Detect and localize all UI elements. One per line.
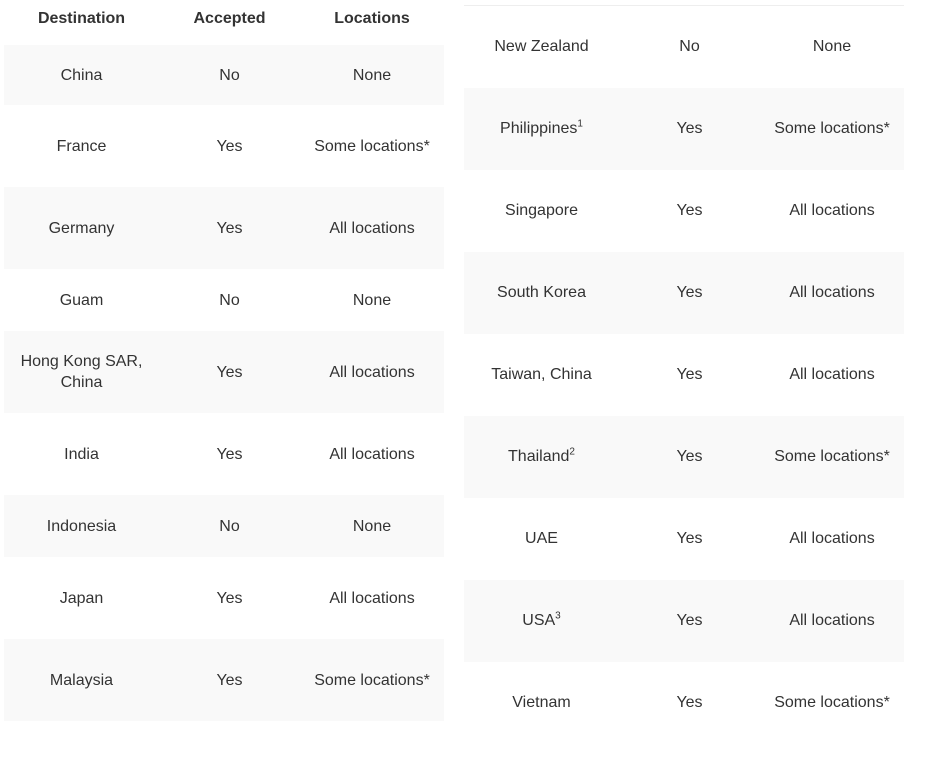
accepted-cell: No	[159, 495, 300, 557]
footnote-marker: 3	[555, 610, 561, 622]
destination-name: UAE	[525, 530, 558, 547]
destination-cell	[464, 662, 619, 744]
locations-cell: All locations	[300, 331, 444, 413]
table-row	[4, 639, 444, 721]
destination-name: Japan	[59, 589, 104, 607]
table-row	[464, 88, 904, 170]
accepted-cell: Yes	[619, 88, 760, 170]
locations-cell: All locations	[300, 187, 444, 269]
destinations-table-right	[464, 0, 904, 744]
locations-cell: Some locations*	[760, 88, 904, 170]
destination-name: Indonesia	[46, 517, 117, 535]
destination-name: India	[64, 445, 99, 463]
locations-cell: Some locations*	[314, 137, 430, 155]
table-row	[464, 580, 904, 662]
locations-cell: All locations	[789, 202, 875, 219]
table-row	[4, 557, 444, 639]
table-row	[464, 498, 904, 580]
table-row	[4, 187, 444, 269]
accepted-cell: Yes	[676, 694, 703, 711]
locations-cell: Some locations*	[774, 694, 890, 711]
locations-cell: All locations	[760, 252, 904, 334]
destination-cell	[464, 6, 619, 88]
locations-cell: None	[352, 291, 392, 309]
destination-name: Hong Kong SAR, China	[20, 353, 143, 391]
destinations-table-left	[4, 0, 444, 721]
destination-cell	[464, 334, 619, 416]
destination-cell	[464, 88, 619, 170]
table-row	[464, 6, 904, 88]
table-row	[464, 170, 904, 252]
destination-cell	[4, 413, 159, 495]
destination-cell	[4, 557, 159, 639]
table-row	[4, 413, 444, 495]
table-body-left	[4, 45, 444, 721]
destination-name: Taiwan, China	[491, 366, 592, 383]
destination-name: Malaysia	[49, 671, 114, 689]
accepted-cell: No	[219, 291, 240, 309]
table-row	[464, 334, 904, 416]
accepted-cell: Yes	[676, 202, 703, 219]
destination-name: USA	[522, 612, 556, 629]
accepted-cell: No	[679, 38, 700, 56]
accepted-cell: Yes	[159, 331, 300, 413]
header-row	[4, 0, 444, 45]
accepted-cell: Yes	[159, 639, 300, 721]
accepted-cell: Yes	[619, 252, 760, 334]
locations-cell: All locations	[789, 530, 875, 547]
destination-cell	[4, 495, 159, 557]
destination-name: Philippines	[500, 120, 578, 137]
table-row	[4, 105, 444, 187]
destination-cell	[4, 105, 159, 187]
table-row	[4, 495, 444, 557]
destination-name: Thailand	[508, 448, 570, 465]
destination-name: South Korea	[497, 284, 586, 301]
header-destination: Destination	[37, 10, 126, 27]
table-row	[464, 252, 904, 334]
accepted-cell: Yes	[619, 416, 760, 498]
locations-cell: Some locations*	[300, 639, 444, 721]
accepted-cell: Yes	[676, 366, 703, 383]
locations-cell: All locations	[329, 445, 415, 463]
accepted-cell: Yes	[676, 530, 703, 547]
destination-cell	[464, 498, 619, 580]
destination-name: New Zealand	[494, 38, 589, 56]
destination-name: Guam	[59, 291, 104, 309]
destination-cell	[4, 331, 159, 413]
destination-cell	[464, 252, 619, 334]
destination-name: Singapore	[505, 202, 578, 219]
table-row	[464, 662, 904, 744]
locations-cell: None	[300, 45, 444, 105]
accepted-cell: Yes	[216, 137, 243, 155]
destination-cell	[4, 45, 159, 105]
destination-name: China	[60, 66, 103, 84]
accepted-cell: Yes	[216, 445, 243, 463]
locations-cell: None	[812, 38, 852, 56]
destination-cell	[464, 416, 619, 498]
locations-cell: All locations	[329, 589, 415, 607]
accepted-cell: Yes	[159, 187, 300, 269]
destination-name: France	[56, 137, 107, 155]
destination-cell	[4, 639, 159, 721]
destination-cell	[4, 269, 159, 331]
destination-cell	[464, 580, 619, 662]
accepted-cell: No	[159, 45, 300, 105]
locations-cell: Some locations*	[760, 416, 904, 498]
locations-cell: All locations	[760, 580, 904, 662]
locations-cell: None	[300, 495, 444, 557]
destination-cell	[464, 170, 619, 252]
accepted-cell: Yes	[619, 580, 760, 662]
header-accepted: Accepted	[193, 10, 266, 27]
accepted-cell: Yes	[216, 589, 243, 607]
footnote-marker: 1	[577, 118, 583, 130]
destination-name: Vietnam	[512, 694, 571, 711]
footnote-marker: 2	[569, 446, 575, 458]
destination-name: Germany	[48, 219, 115, 237]
table-row	[4, 269, 444, 331]
locations-cell: All locations	[789, 366, 875, 383]
header-locations: Locations	[334, 10, 410, 27]
destination-cell	[4, 187, 159, 269]
table-body-right	[464, 0, 904, 744]
table-row	[4, 45, 444, 105]
table-row	[464, 416, 904, 498]
table-row	[4, 331, 444, 413]
